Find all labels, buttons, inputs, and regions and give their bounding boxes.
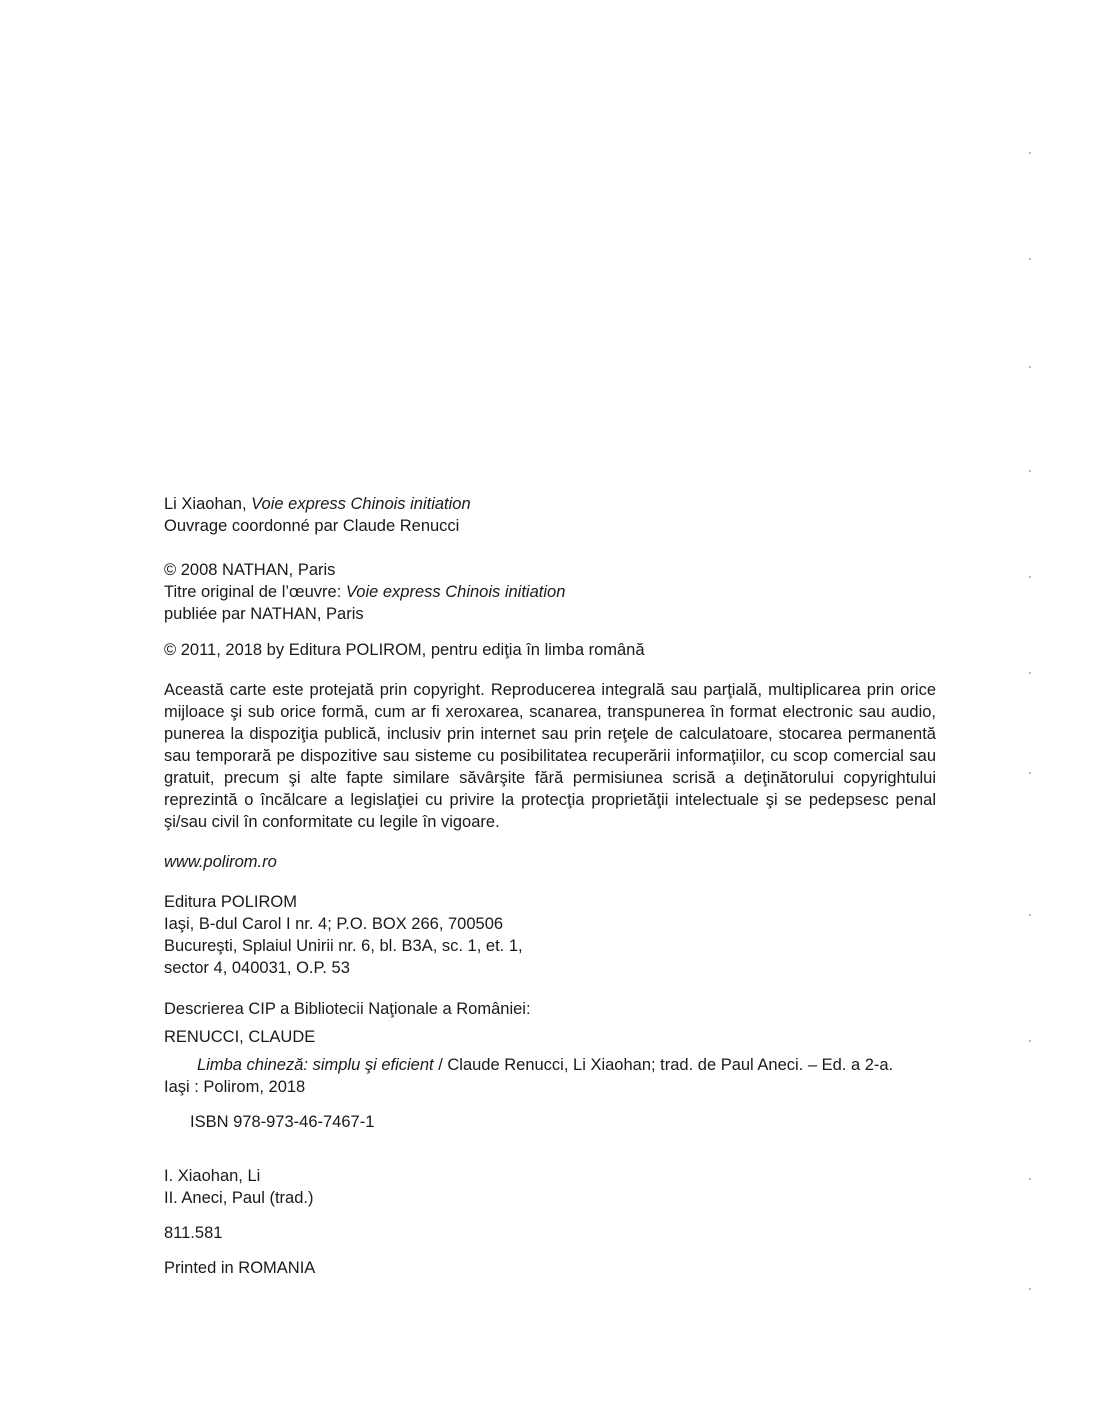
- scan-mark: [1029, 258, 1031, 260]
- cip-entry-1: I. Xiaohan, Li: [164, 1167, 261, 1185]
- cip-entry-2: II. Aneci, Paul (trad.): [164, 1189, 314, 1207]
- cip-place: Iaşi : Polirom, 2018: [164, 1078, 306, 1096]
- printed-in-line: Printed in ROMANIA: [164, 1259, 316, 1277]
- original-copyright-block: [164, 559, 936, 625]
- cip-block: [164, 998, 936, 1244]
- publisher-address-block: [164, 891, 936, 979]
- original-title-line: [164, 493, 936, 515]
- original-title-italic: Voie express Chinois initiation: [345, 583, 566, 601]
- romanian-copyright-line: © 2011, 2018 by Editura POLIROM, pentru ediţia în limba română: [164, 641, 645, 659]
- classification-number: 811.581: [164, 1224, 223, 1242]
- colophon: [164, 493, 936, 1279]
- scan-mark: [1029, 576, 1031, 578]
- address-bucuresti: Bucureşti, Splaiul Unirii nr. 6, bl. B3A, sc. 1, et. 1,: [164, 937, 523, 955]
- publisher-name: Editura POLIROM: [164, 893, 297, 911]
- scan-mark: [1029, 1040, 1031, 1042]
- original-copyright-line: © 2008 NATHAN, Paris: [164, 561, 336, 579]
- original-work-block: [164, 493, 936, 537]
- original-publisher-line: publiée par NATHAN, Paris: [164, 605, 364, 623]
- isbn: ISBN 978-973-46-7467-1: [190, 1113, 375, 1131]
- scan-mark: [1029, 772, 1031, 774]
- scan-mark: [1029, 366, 1031, 368]
- scan-mark: [1029, 1178, 1031, 1180]
- scan-mark: [1029, 470, 1031, 472]
- original-author: Li Xiaohan,: [164, 495, 252, 513]
- cip-heading: Descrierea CIP a Bibliotecii Naţionale a României:: [164, 1000, 531, 1018]
- original-title: Voie express Chinois initiation: [251, 495, 471, 513]
- cip-author: RENUCCI, CLAUDE: [164, 1028, 316, 1046]
- cip-book-title: Limba chineză: simplu şi eficient: [197, 1056, 434, 1074]
- coordinator-line: Ouvrage coordonné par Claude Renucci: [164, 517, 460, 535]
- scan-mark: [1029, 914, 1031, 916]
- cip-title-line: [164, 1054, 936, 1076]
- cip-book-details: / Claude Renucci, Li Xiaohan; trad. de Paul Aneci. – Ed. a 2-a.: [433, 1056, 894, 1074]
- address-iasi: Iaşi, B-dul Carol I nr. 4; P.O. BOX 266, 700506: [164, 915, 504, 933]
- legal-notice-paragraph: Această carte este protejată prin copyright. Reproducerea integrală sau parţială, multiplicarea prin orice mijloace şi sub orice formă, cum ar fi xeroxarea, scanarea, transpunerea în format electronic sau audio, punerea la dispoziţia publică, inclusiv prin internet sau prin reţele de calculatoare, stocarea permanentă sau temporară pe dispozitive sau sisteme cu posibilitatea recuperării informaţiilor, cu scop comercial sau gratuit, precum şi alte fapte similare săvârşite fără permisiunea scrisă a deţinătorului copyrightului reprezintă o încălcare a legislaţiei cu privire la protecţia proprietăţii intelectuale şi se pedepsesc penal şi/sau civil în conformitate cu legile în vigoare.: [164, 681, 936, 831]
- publisher-website: www.polirom.ro: [164, 853, 277, 871]
- scan-mark: [1029, 1288, 1031, 1290]
- scan-mark: [1029, 152, 1031, 154]
- address-sector: sector 4, 040031, O.P. 53: [164, 959, 350, 977]
- title-label: Titre original de l’œuvre:: [164, 583, 346, 601]
- scan-mark: [1029, 672, 1031, 674]
- original-title-notice: [164, 581, 936, 603]
